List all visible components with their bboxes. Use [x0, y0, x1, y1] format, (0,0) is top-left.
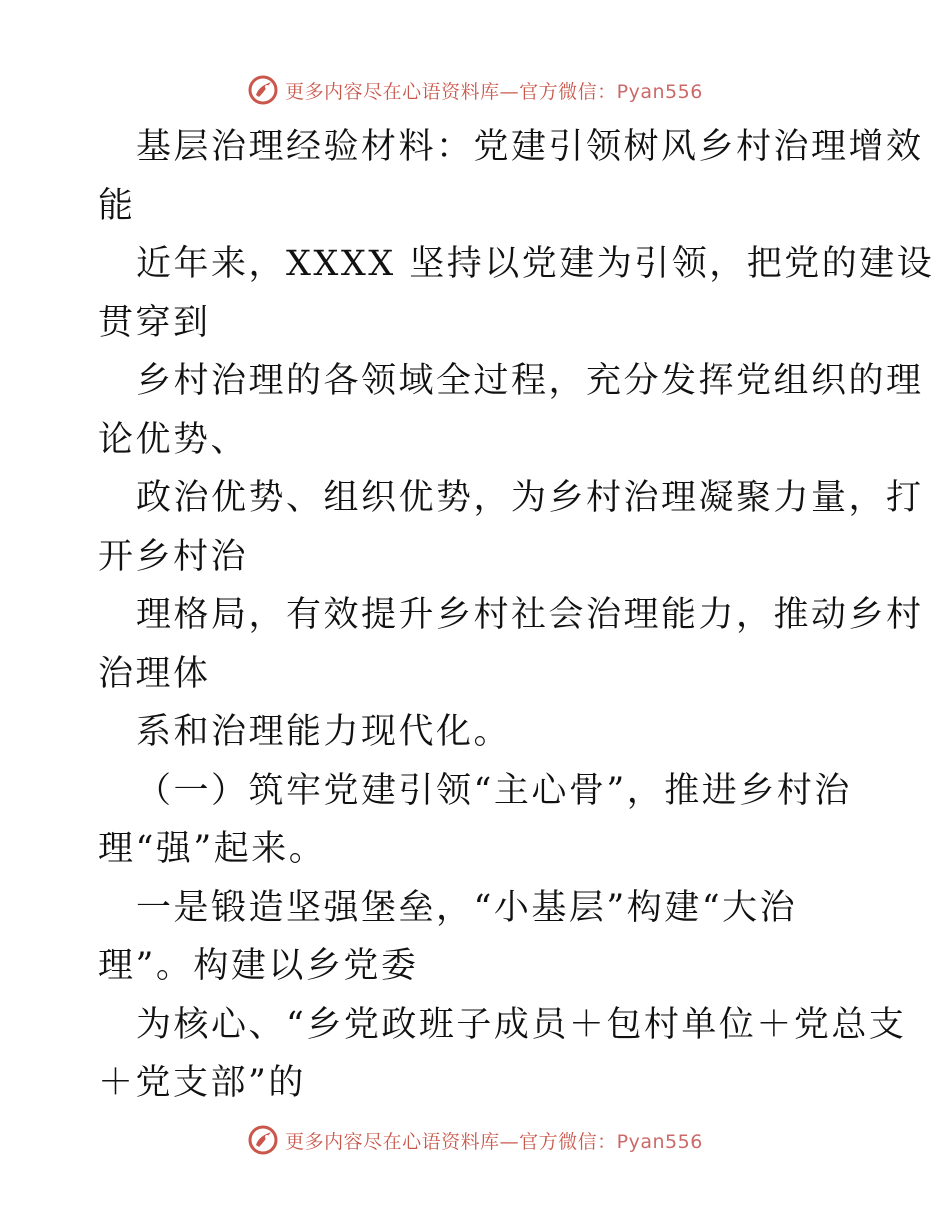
- text-line: 基层治理经验材料：党建引领树风乡村治理增效: [136, 127, 924, 167]
- text-line: 系和治理能力现代化。: [136, 712, 512, 752]
- text-line: ＋党支部”的: [98, 1063, 306, 1103]
- text-line: 治理体: [98, 653, 211, 694]
- text-line: 理”。构建以乡党委: [98, 946, 419, 986]
- logo-icon: [247, 74, 279, 106]
- text-line: 能: [98, 185, 136, 226]
- banner-label: 更多内容尽在心语资料库—官方微信：: [285, 1130, 617, 1153]
- wechat-id: Pyan556: [616, 1130, 703, 1153]
- banner-label: 更多内容尽在心语资料库—官方微信：: [285, 80, 617, 103]
- text-line: （一）筑牢党建引领“主心骨”，推进乡村治: [136, 770, 852, 811]
- document-body: [98, 118, 935, 1113]
- text-line: 政治优势、组织优势，为乡村治理凝聚力量，打: [136, 478, 924, 518]
- text-line: 理格局，有效提升乡村社会治理能力，推动乡村: [136, 595, 924, 635]
- banner-text: [285, 77, 703, 104]
- footer-watermark-banner: [0, 1120, 950, 1160]
- header-watermark-banner: [0, 70, 950, 110]
- text-line: 一是锻造坚强堡垒，“小基层”构建“大治: [136, 887, 798, 928]
- text-line: 乡村治理的各领域全过程，充分发挥党组织的理: [136, 361, 924, 401]
- text-line: 开乡村治: [98, 536, 249, 577]
- text-line: 理“强”起来。: [98, 829, 327, 869]
- text-line: 贯穿到: [98, 302, 211, 343]
- text-line: 论优势、: [98, 419, 249, 460]
- text-line: 为核心、“乡党政班子成员＋包村单位＋党总支: [136, 1004, 907, 1045]
- wechat-id: Pyan556: [616, 80, 703, 103]
- logo-icon: [247, 1124, 279, 1156]
- banner-text: [285, 1127, 703, 1154]
- text-line: 近年来，XXXX 坚持以党建为引领，把党的建设: [136, 244, 935, 284]
